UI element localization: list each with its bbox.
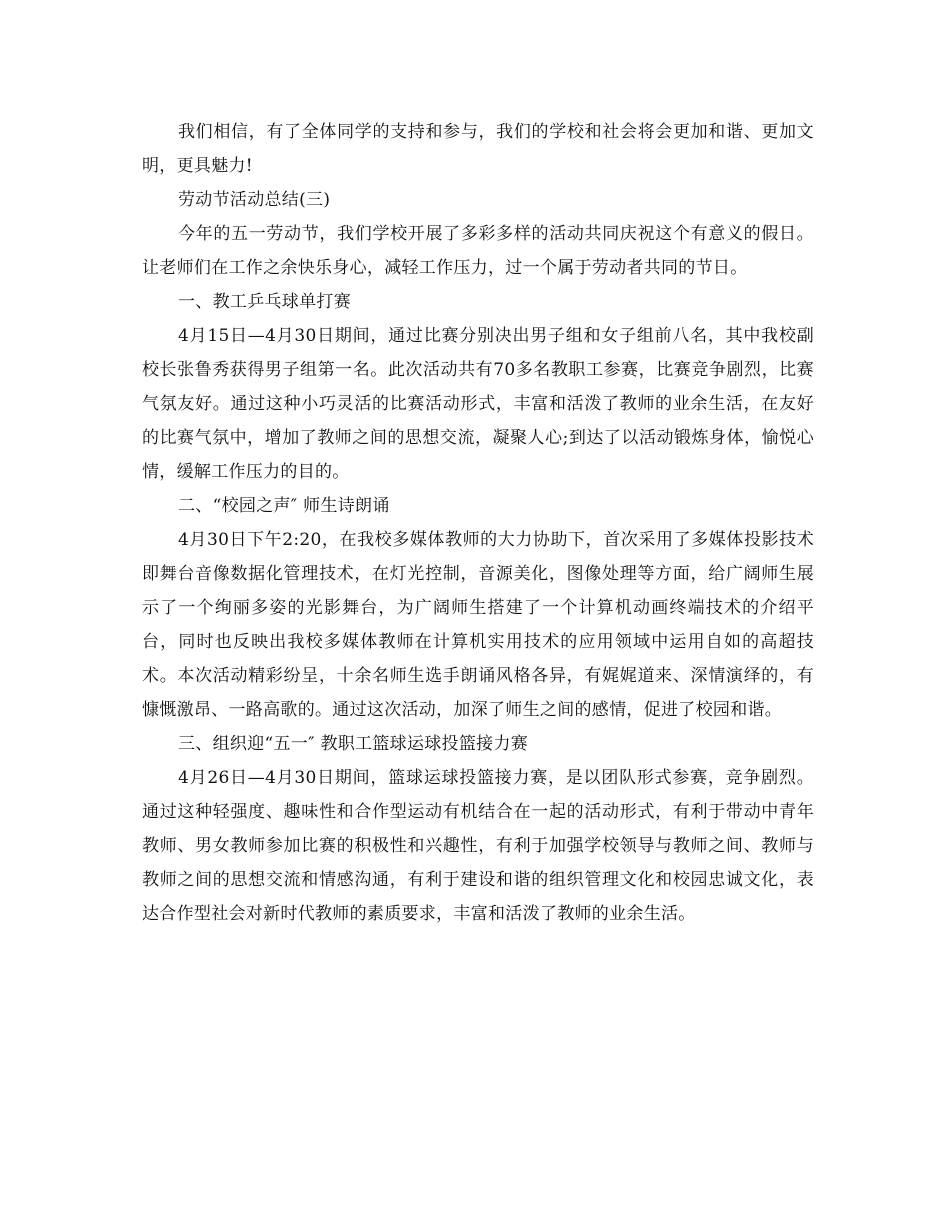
poetry-recital-paragraph: 4月30日下午2:20，在我校多媒体教师的大力协助下，首次采用了多媒体投影技术即舞台音像数据化管理技术，在灯光控制，音源美化，图像处理等方面，给广阔师生展示了一个绚丽多姿的光影舞台，为广阔师生搭建了一个计算机动画终端技术的介绍平台，同时也反映出我校多媒体教师在计算机实用技术的应用领域中运用自如的高超技术。本次活动精彩纷呈，十余名师生选手朗诵风格各异，有娓娓道来、深情演绎的，有慷慨激昂、一路高歌的。通过这次活动，加深了师生之间的感情，促进了校园和谐。 <box>142 530 814 720</box>
document-body <box>142 115 814 931</box>
subheading-poetry-recital: 二、“校园之声″ 师生诗朗诵 <box>178 496 390 516</box>
subheading-table-tennis: 一、教工乒乓球单打赛 <box>178 292 351 312</box>
section-title: 劳动节活动总结(三) <box>178 190 331 210</box>
closing-paragraph: 我们相信，有了全体同学的支持和参与，我们的学校和社会将会更加和谐、更加文明，更具魅力! <box>142 122 814 176</box>
subheading-basketball-relay: 三、组织迎“五一″ 教职工篮球运球投篮接力赛 <box>178 734 529 754</box>
basketball-relay-paragraph: 4月26日—4月30日期间，篮球运球投篮接力赛，是以团队形式参赛，竞争剧烈。通过这种轻强度、趣味性和合作型运动有机结合在一起的活动形式，有利于带动中青年教师、男女教师参加比赛的积极性和兴趣性，有利于加强学校领导与教师之间、教师与教师之间的思想交流和情感沟通，有利于建设和谐的组织管理文化和校园忠诚文化，表达合作型社会对新时代教师的素质要求，丰富和活泼了教师的业余生活。 <box>142 768 814 924</box>
table-tennis-paragraph: 4月15日—4月30日期间，通过比赛分别决出男子组和女子组前八名，其中我校副校长张鲁秀获得男子组第一名。此次活动共有70多名教职工参赛，比赛竞争剧烈，比赛气氛友好。通过这种小巧灵活的比赛活动形式，丰富和活泼了教师的业余生活，在友好的比赛气氛中，增加了教师之间的思想交流，凝聚人心;到达了以活动锻炼身体，愉悦心情，缓解工作压力的目的。 <box>142 326 814 482</box>
intro-paragraph: 今年的五一劳动节，我们学校开展了多彩多样的活动共同庆祝这个有意义的假日。让老师们在工作之余快乐身心，减轻工作压力，过一个属于劳动者共同的节日。 <box>142 224 814 278</box>
